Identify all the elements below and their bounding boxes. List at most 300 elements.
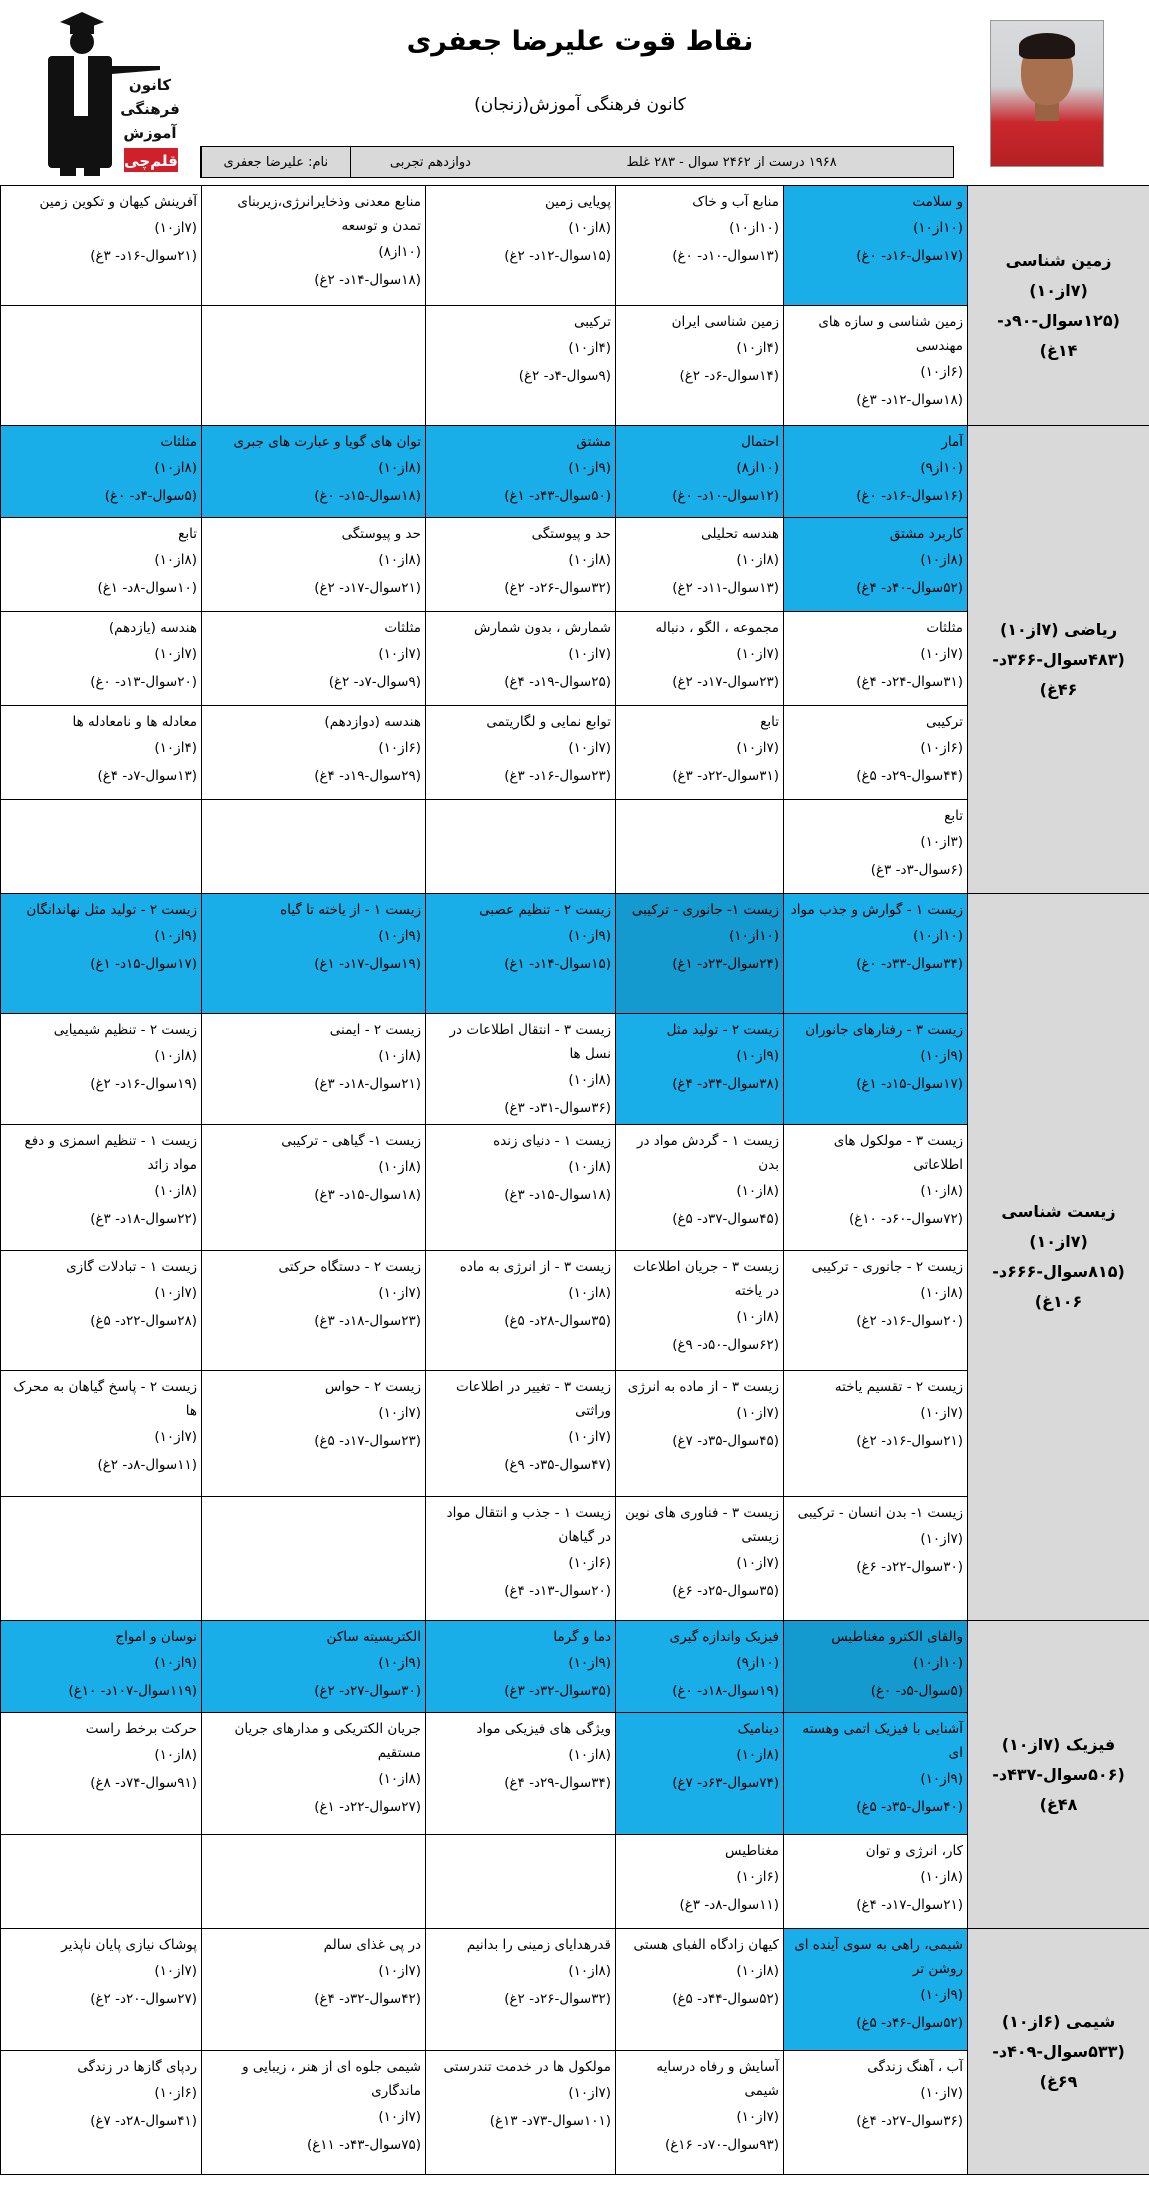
empty-cell <box>1 1835 202 1929</box>
topic-detail: (۲۱سوال-۱۸د- ۳غ) <box>314 1076 421 1092</box>
topic-name: کار، انرژی و توان <box>865 1843 963 1859</box>
topic-cell <box>784 1251 968 1371</box>
topic-cell <box>426 894 616 1014</box>
topic-detail: (۲۳سوال-۱۷د- ۵غ) <box>314 1433 421 1449</box>
topic-name: زیست ۳ - مولکول های اطلاعاتی <box>833 1133 963 1173</box>
topic-name: زیست ۱ - گوارش و جذب مواد <box>790 902 963 918</box>
topic-score: (۷از۱۰) <box>154 220 197 236</box>
student-name: نام: علیرضا جعفری <box>201 147 350 177</box>
topic-score: (۸از۱۰) <box>568 1072 611 1088</box>
topic-detail: (۱۷سوال-۱۵د- ۱غ) <box>90 956 197 972</box>
topic-score: (۱۰از۸) <box>378 244 421 260</box>
topic-score: (۹از۱۰) <box>568 928 611 944</box>
topic-name: کاربرد مشتق <box>889 526 963 542</box>
topic-name: زیست ۱- بدن انسان - ترکیبی <box>797 1505 963 1521</box>
topic-score: (۸از۱۰) <box>736 1309 779 1325</box>
topic-cell <box>616 706 784 800</box>
topic-score: (۱۰از۹) <box>736 1655 779 1671</box>
topic-detail: (۱۹سوال-۱۶د- ۲غ) <box>90 1076 197 1092</box>
topic-name: معادله ها و نامعادله ها <box>72 714 197 730</box>
topic-detail: (۱۵سوال-۱۴د- ۱غ) <box>504 956 611 972</box>
topic-name: هندسه (دوازدهم) <box>324 714 421 730</box>
topic-score: (۸از۱۰) <box>736 1183 779 1199</box>
topic-cell <box>1 1251 202 1371</box>
topic-detail: (۵۰سوال-۴۳د- ۱غ) <box>504 488 611 504</box>
topic-detail: (۱۳سوال-۷د- ۴غ) <box>97 768 197 784</box>
topic-name: و سلامت <box>912 194 963 210</box>
topic-cell <box>1 2051 202 2175</box>
topic-cell <box>784 1014 968 1125</box>
empty-cell <box>426 800 616 894</box>
topic-score: (۷از۱۰) <box>920 1405 963 1421</box>
subject-label-line: (۱۲۵سوال-۹۰د- ۱۴غ) <box>997 310 1120 360</box>
subject-label <box>968 186 1149 426</box>
topic-name: زیست ۳ - انتقال اطلاعات در نسل ها <box>449 1022 611 1062</box>
topic-score: (۹از۱۰) <box>920 1987 963 2003</box>
topic-cell <box>202 1929 426 2051</box>
topic-detail: (۲۰سوال-۱۳د- ۰غ) <box>90 674 197 690</box>
topic-cell <box>784 612 968 706</box>
topic-cell <box>784 426 968 518</box>
topic-cell <box>616 1371 784 1497</box>
topic-detail: (۵سوال-۵د- ۰غ) <box>870 1683 963 1699</box>
topic-detail: (۱۷سوال-۱۶د- ۰غ) <box>856 248 963 264</box>
subject-row <box>1 1621 1149 1713</box>
topic-detail: (۱۹سوال-۱۷د- ۱غ) <box>314 956 421 972</box>
topic-score: (۸از۱۰) <box>378 552 421 568</box>
topic-cell <box>202 706 426 800</box>
topic-detail: (۴۵سوال-۳۷د- ۵غ) <box>672 1211 779 1227</box>
topic-score: (۸از۱۰) <box>920 1285 963 1301</box>
topic-name: زیست ۳ - از انرژی به ماده <box>459 1259 611 1275</box>
topic-detail: (۳۶سوال-۳۱د- ۳غ) <box>504 1100 611 1116</box>
topic-detail: (۳۱سوال-۲۲د- ۳غ) <box>672 768 779 784</box>
topic-detail: (۴۴سوال-۲۹د- ۵غ) <box>856 768 963 784</box>
strengths-table <box>0 185 1149 2175</box>
topic-detail: (۳۵سوال-۲۸د- ۵غ) <box>504 1313 611 1329</box>
topic-score: (۷از۱۰) <box>568 740 611 756</box>
subject-row <box>1 1929 1149 2051</box>
topic-detail: (۲۱سوال-۱۶د- ۲غ) <box>856 1433 963 1449</box>
topic-name: والقای الکترو مغناطیس <box>831 1629 963 1645</box>
topic-detail: (۳۶سوال-۲۷د- ۴غ) <box>856 2113 963 2129</box>
subject-label-line: (۵۰۶سوال-۴۳۷د- ۴۸غ) <box>992 1764 1125 1814</box>
topic-name: تابع <box>944 808 963 824</box>
topic-name: زیست ۱- جانوری - ترکیبی <box>631 902 779 918</box>
subject-label-line: (۵۳۳سوال-۴۰۹د- ۶۹غ) <box>992 2041 1125 2091</box>
topic-detail: (۳۰سوال-۲۷د- ۲غ) <box>314 1683 421 1699</box>
topic-cell <box>202 1371 426 1497</box>
topic-detail: (۱۸سوال-۱۵د- ۰غ) <box>314 488 421 504</box>
topic-score: (۴از۱۰) <box>154 740 197 756</box>
topic-cell <box>1 1125 202 1251</box>
topic-detail: (۳۴سوال-۲۹د- ۴غ) <box>504 1775 611 1791</box>
topic-detail: (۳۲سوال-۲۶د- ۲غ) <box>504 580 611 596</box>
topic-detail: (۵۲سوال-۴۰د- ۴غ) <box>856 580 963 596</box>
topic-score: (۷از۱۰) <box>378 646 421 662</box>
topic-detail: (۷۴سوال-۶۳د- ۷غ) <box>672 1775 779 1791</box>
topic-score: (۷از۱۰) <box>920 646 963 662</box>
topic-detail: (۱۵سوال-۱۲د- ۲غ) <box>504 248 611 264</box>
topic-name: منابع آب و خاک <box>692 194 779 210</box>
subject-label-line: شیمی (۶از۱۰) <box>1001 2011 1116 2031</box>
topic-name: زیست ۱ - تبادلات گازی <box>66 1259 197 1275</box>
topic-detail: (۵۲سوال-۴۴د- ۵غ) <box>672 1991 779 2007</box>
topic-cell <box>202 186 426 306</box>
topic-name: هندسه (یازدهم) <box>108 620 197 636</box>
subject-label-line: (۴۸۳سوال-۳۶۶د- ۴۶غ) <box>992 649 1125 699</box>
topic-cell <box>784 1497 968 1621</box>
topic-detail: (۲۳سوال-۱۶د- ۳غ) <box>504 768 611 784</box>
topic-name: توابع نمایی و لگاریتمی <box>486 714 611 730</box>
topic-score: (۸از۱۰) <box>568 1285 611 1301</box>
topic-score: (۷از۱۰) <box>736 2109 779 2125</box>
subject-row <box>1 426 1149 518</box>
topic-name: حد و پیوستگی <box>341 526 421 542</box>
topic-name: زیست ۱ - گردش مواد در بدن <box>636 1133 779 1173</box>
topic-detail: (۵سوال-۴د- ۰غ) <box>104 488 197 504</box>
topic-cell <box>784 706 968 800</box>
topic-score: (۸از۱۰) <box>154 460 197 476</box>
topic-detail: (۲۱سوال-۱۷د- ۴غ) <box>856 1897 963 1913</box>
topic-name: زیست ۲ - تقسیم یاخته <box>834 1379 963 1395</box>
topic-cell <box>1 518 202 612</box>
topic-score: (۸از۱۰) <box>736 1963 779 1979</box>
topic-cell <box>616 426 784 518</box>
topic-detail: (۷۲سوال-۶۰د- ۱۰غ) <box>848 1211 963 1227</box>
topic-name: زیست ۱ - تنظیم اسمزی و دفع مواد زائد <box>24 1133 197 1173</box>
topic-detail: (۲۰سوال-۱۶د- ۲غ) <box>856 1313 963 1329</box>
topic-name: آمار <box>941 434 963 450</box>
empty-cell <box>616 800 784 894</box>
topic-cell <box>1 1014 202 1125</box>
topic-cell <box>1 1371 202 1497</box>
topic-detail: (۹۳سوال-۷۰د- ۱۶غ) <box>664 2137 779 2153</box>
institute-name: کانون فرهنگی آموزش(زنجان) <box>474 95 686 115</box>
topic-score: (۷از۱۰) <box>568 2085 611 2101</box>
topic-name: زیست ۱ - از یاخته تا گیاه <box>280 902 421 918</box>
topic-cell <box>426 1497 616 1621</box>
topic-score: (۱۰از۱۰) <box>913 1655 963 1671</box>
topic-detail: (۴۵سوال-۳۵د- ۷غ) <box>672 1433 779 1449</box>
topic-detail: (۹۱سوال-۷۴د- ۸غ) <box>90 1775 197 1791</box>
topic-name: شیمی جلوه ای از هنر ، زیبایی و ماندگاری <box>242 2059 421 2099</box>
topic-detail: (۳۲سوال-۲۶د- ۲غ) <box>504 1991 611 2007</box>
topic-score: (۸از۱۰) <box>154 1183 197 1199</box>
topic-score: (۸از۱۰) <box>378 1771 421 1787</box>
topic-cell <box>202 1014 426 1125</box>
topic-name: مثلثات <box>160 434 197 450</box>
topic-name: پویایی زمین <box>544 194 611 210</box>
topic-cell <box>784 1835 968 1929</box>
topic-cell <box>202 894 426 1014</box>
topic-cell <box>616 1497 784 1621</box>
topic-score: (۶از۱۰) <box>378 740 421 756</box>
topic-detail: (۱۳سوال-۱۱د- ۲غ) <box>672 580 779 596</box>
topic-cell <box>616 1713 784 1835</box>
topic-name: زیست ۳ - رفتارهای جانوران <box>805 1022 963 1038</box>
topic-score: (۳از۱۰) <box>920 834 963 850</box>
topic-score: (۸از۱۰) <box>154 1048 197 1064</box>
topic-detail: (۲۴سوال-۲۳د- ۱غ) <box>672 956 779 972</box>
topic-name: زیست ۲ - پاسخ گیاهان به محرک ها <box>13 1379 197 1419</box>
topic-detail: (۶۲سوال-۵۰د- ۹غ) <box>672 1337 779 1353</box>
topic-score: (۷از۱۰) <box>154 1285 197 1301</box>
topic-score: (۸از۱۰) <box>378 460 421 476</box>
topic-cell <box>784 186 968 306</box>
topic-score: (۸از۱۰) <box>568 1159 611 1175</box>
topic-name: زیست ۳ - تغییر در اطلاعات وراثتی <box>455 1379 611 1419</box>
logo-word-4: قلم‌چی <box>124 152 178 170</box>
topic-cell <box>616 1014 784 1125</box>
topic-cell <box>1 1713 202 1835</box>
topic-score: (۷از۱۰) <box>568 1429 611 1445</box>
topic-score: (۹از۱۰) <box>378 1655 421 1671</box>
topic-name: ویژگی های فیزیکی مواد <box>476 1721 611 1737</box>
topic-detail: (۲۷سوال-۲۲د- ۱غ) <box>314 1799 421 1815</box>
topic-score: (۷از۱۰) <box>154 646 197 662</box>
topic-score: (۸از۱۰) <box>920 552 963 568</box>
topic-name: جریان الکتریکی و مدارهای جریان مستقیم <box>234 1721 421 1761</box>
topic-detail: (۳۰سوال-۲۲د- ۶غ) <box>856 1559 963 1575</box>
topic-name: دما و گرما <box>553 1629 611 1645</box>
topic-cell <box>784 1713 968 1835</box>
topic-score: (۷از۱۰) <box>378 1405 421 1421</box>
topic-score: (۷از۱۰) <box>378 1285 421 1301</box>
topic-cell <box>1 1929 202 2051</box>
subject-label-line: (۸۱۵سوال-۶۶۶د- ۱۰۶غ) <box>992 1262 1125 1311</box>
topic-detail: (۱۱سوال-۸د- ۲غ) <box>97 1457 197 1473</box>
topic-cell <box>426 1125 616 1251</box>
topic-name: زمین شناسی و سازه های مهندسی <box>818 314 963 354</box>
topic-score: (۸از۱۰) <box>378 1048 421 1064</box>
topic-name: مجموعه ، الگو ، دنباله <box>655 620 779 636</box>
topic-name: زیست ۲ - تنظیم شیمیایی <box>53 1022 197 1038</box>
topic-detail: (۹سوال-۴د- ۲غ) <box>518 368 611 384</box>
topic-score: (۹از۱۰) <box>378 928 421 944</box>
topic-score: (۹از۱۰) <box>736 1048 779 1064</box>
topic-name: قدرهدایای زمینی را بدانیم <box>466 1937 611 1953</box>
topic-cell <box>784 1929 968 2051</box>
topic-name: زیست ۳ - جریان اطلاعات در یاخته <box>633 1259 779 1299</box>
topic-score: (۹از۱۰) <box>154 1655 197 1671</box>
topic-cell <box>784 518 968 612</box>
topic-score: (۹از۱۰) <box>920 1771 963 1787</box>
topic-score: (۶از۱۰) <box>154 2085 197 2101</box>
topic-detail: (۲۷سوال-۲۰د- ۲غ) <box>90 1991 197 2007</box>
topic-cell <box>202 518 426 612</box>
topic-score: (۷از۱۰) <box>378 2109 421 2125</box>
topic-detail: (۱۰۱سوال-۷۳د- ۱۳غ) <box>489 2113 611 2129</box>
topic-cell <box>784 2051 968 2175</box>
topic-score: (۸از۱۰) <box>568 1747 611 1763</box>
subject-label-line: فیزیک (۷از۱۰) <box>1001 1734 1116 1754</box>
topic-score: (۷از۱۰) <box>154 1963 197 1979</box>
topic-cell <box>1 426 202 518</box>
topic-detail: (۲۸سوال-۲۲د- ۵غ) <box>90 1313 197 1329</box>
topic-cell <box>426 612 616 706</box>
topic-detail: (۱۳سوال-۱۰د- ۰غ) <box>672 248 779 264</box>
topic-name: زیست ۲ - ایمنی <box>329 1022 421 1038</box>
kanoon-logo <box>40 8 180 178</box>
topic-cell <box>202 2051 426 2175</box>
topic-score: (۱۰از۸) <box>736 460 779 476</box>
topic-cell <box>1 186 202 306</box>
topic-cell <box>784 1371 968 1497</box>
logo-word-3: آموزش <box>123 124 177 142</box>
topic-score: (۸از۱۰) <box>568 552 611 568</box>
topic-name: دینامیک <box>737 1721 779 1737</box>
topic-score: (۸از۱۰) <box>154 1747 197 1763</box>
topic-name: زیست ۳ - فناوری های نوین زیستی <box>625 1505 779 1545</box>
topic-detail: (۱۸سوال-۱۵د- ۳غ) <box>504 1187 611 1203</box>
topic-name: پوشاک نیازی پایان ناپذیر <box>61 1937 197 1953</box>
topic-cell <box>616 2051 784 2175</box>
topic-name: مثلثات <box>384 620 421 636</box>
topic-detail: (۲۱سوال-۱۶د- ۳غ) <box>90 248 197 264</box>
topic-cell <box>202 1713 426 1835</box>
topic-detail: (۴۱سوال-۲۸د- ۷غ) <box>90 2113 197 2129</box>
empty-cell <box>202 1497 426 1621</box>
topic-score: (۱۰از۹) <box>920 460 963 476</box>
student-photo <box>990 20 1104 167</box>
topic-cell <box>784 894 968 1014</box>
topic-detail: (۱۶سوال-۱۶د- ۰غ) <box>856 488 963 504</box>
empty-cell <box>202 306 426 426</box>
topic-name: زیست ۲ - حواس <box>324 1379 421 1395</box>
logo-word-2: فرهنگی <box>120 100 180 118</box>
topic-score: (۱۰از۱۰) <box>913 928 963 944</box>
topic-name: حد و پیوستگی <box>531 526 611 542</box>
topic-score: (۹از۱۰) <box>154 928 197 944</box>
topic-detail: (۱۰سوال-۸د- ۱غ) <box>97 580 197 596</box>
topic-name: ترکیبی <box>573 314 611 330</box>
topic-cell <box>1 1621 202 1713</box>
topic-detail: (۲۹سوال-۱۹د- ۴غ) <box>314 768 421 784</box>
topic-cell <box>426 186 616 306</box>
topic-detail: (۲۲سوال-۱۸د- ۳غ) <box>90 1211 197 1227</box>
topic-cell <box>616 1929 784 2051</box>
topic-name: تابع <box>760 714 779 730</box>
topic-score: (۸از۱۰) <box>920 1183 963 1199</box>
topic-detail: (۱۱سوال-۸د- ۳غ) <box>679 1897 779 1913</box>
topic-score: (۷از۱۰) <box>736 1405 779 1421</box>
empty-cell <box>202 1835 426 1929</box>
logo-word-1: کانون <box>128 76 172 94</box>
topic-score: (۱۰از۱۰) <box>913 220 963 236</box>
topic-cell <box>616 186 784 306</box>
topic-detail: (۶سوال-۳د- ۳غ) <box>870 862 963 878</box>
topic-detail: (۳۸سوال-۳۴د- ۴غ) <box>672 1076 779 1092</box>
topic-cell <box>784 306 968 426</box>
topic-cell <box>426 1713 616 1835</box>
topic-name: الکتریسیته ساکن <box>326 1629 421 1645</box>
topic-cell <box>426 2051 616 2175</box>
topic-cell <box>616 1251 784 1371</box>
topic-detail: (۴۷سوال-۳۵د- ۹غ) <box>504 1457 611 1473</box>
topic-cell <box>202 1125 426 1251</box>
topic-cell <box>202 612 426 706</box>
topic-detail: (۱۷سوال-۱۵د- ۱غ) <box>856 1076 963 1092</box>
topic-score: (۷از۱۰) <box>154 1429 197 1445</box>
topic-score: (۶از۱۰) <box>736 1869 779 1885</box>
overall-stats: ۱۹۶۸ درست از ۲۴۶۲ سوال - ۲۸۳ غلط <box>626 154 837 170</box>
empty-cell <box>202 800 426 894</box>
student-grade: دوازدهم تجربی <box>350 147 511 177</box>
topic-name: شیمی، راهی به سوی آینده ای روشن تر <box>794 1937 963 1977</box>
subject-label-line: زمین شناسی (۷از۱۰) <box>1005 250 1112 300</box>
topic-name: زمین شناسی ایران <box>671 314 779 330</box>
topic-name: ترکیبی <box>925 714 963 730</box>
topic-name: آفرینش کیهان و تکوین زمین <box>39 194 197 210</box>
topic-name: توان های گویا و عبارت های جبری <box>233 434 421 450</box>
topic-name: مشتق <box>576 434 611 450</box>
topic-cell <box>616 306 784 426</box>
topic-score: (۷از۱۰) <box>568 646 611 662</box>
topic-cell <box>202 1621 426 1713</box>
topic-name: زیست ۲ - تنظیم عصبی <box>479 902 611 918</box>
topic-name: احتمال <box>741 434 779 450</box>
topic-cell <box>426 1014 616 1125</box>
topic-cell <box>426 1621 616 1713</box>
topic-score: (۹از۱۰) <box>920 1048 963 1064</box>
topic-name: زیست ۱- گیاهی - ترکیبی <box>281 1133 421 1149</box>
empty-cell <box>1 1497 202 1621</box>
student-info-bar <box>200 146 954 178</box>
topic-detail: (۱۸سوال-۱۲د- ۳غ) <box>856 392 963 408</box>
topic-score: (۸از۱۰) <box>378 1159 421 1175</box>
topic-cell <box>616 1835 784 1929</box>
topic-detail: (۳۱سوال-۲۴د- ۴غ) <box>856 674 963 690</box>
subject-row <box>1 894 1149 1014</box>
topic-cell <box>616 1621 784 1713</box>
topic-name: شمارش ، بدون شمارش <box>474 620 611 636</box>
topic-cell <box>426 1929 616 2051</box>
topic-detail: (۵۲سوال-۴۶د- ۵غ) <box>856 2015 963 2031</box>
subject-label-line: ریاضی (۷از۱۰) <box>999 619 1118 639</box>
topic-name: مولکول ها در خدمت تندرستی <box>443 2059 611 2075</box>
topic-detail: (۱۱۹سوال-۱۰۷د- ۱۰غ) <box>68 1683 197 1699</box>
topic-detail: (۷۵سوال-۴۳د- ۱۱غ) <box>306 2137 421 2153</box>
empty-cell <box>426 1835 616 1929</box>
topic-score: (۹از۱۰) <box>568 460 611 476</box>
topic-detail: (۲۵سوال-۱۹د- ۴غ) <box>504 674 611 690</box>
topic-detail: (۲۱سوال-۱۷د- ۲غ) <box>314 580 421 596</box>
topic-name: آب ، آهنگ زندگی <box>867 2059 963 2075</box>
topic-cell <box>616 1125 784 1251</box>
topic-detail: (۴۰سوال-۳۵د- ۵غ) <box>856 1799 963 1815</box>
topic-detail: (۱۸سوال-۱۴د- ۲غ) <box>314 272 421 288</box>
topic-cell <box>426 1251 616 1371</box>
topic-detail: (۱۹سوال-۱۸د- ۰غ) <box>672 1683 779 1699</box>
topic-name: حرکت برخط راست <box>85 1721 197 1737</box>
topic-score: (۴از۱۰) <box>736 340 779 356</box>
subject-label <box>968 894 1149 1621</box>
topic-name: منابع معدنی وذخایرانرژی،زیربنای تمدن و توسعه <box>237 194 421 234</box>
topic-score: (۶از۱۰) <box>920 740 963 756</box>
topic-score: (۷از۱۰) <box>920 1531 963 1547</box>
topic-name: زیست ۲ - تولید مثل <box>666 1022 779 1038</box>
topic-cell <box>202 426 426 518</box>
topic-cell <box>426 1371 616 1497</box>
topic-cell <box>616 894 784 1014</box>
empty-cell <box>1 306 202 426</box>
topic-detail: (۲۳سوال-۱۸د- ۳غ) <box>314 1313 421 1329</box>
topic-name: نوسان و امواج <box>115 1629 197 1645</box>
topic-name: زیست ۳ - از ماده به انرژی <box>627 1379 779 1395</box>
topic-detail: (۴۲سوال-۳۲د- ۴غ) <box>314 1991 421 2007</box>
topic-name: زیست ۲ - دستگاه حرکتی <box>278 1259 421 1275</box>
